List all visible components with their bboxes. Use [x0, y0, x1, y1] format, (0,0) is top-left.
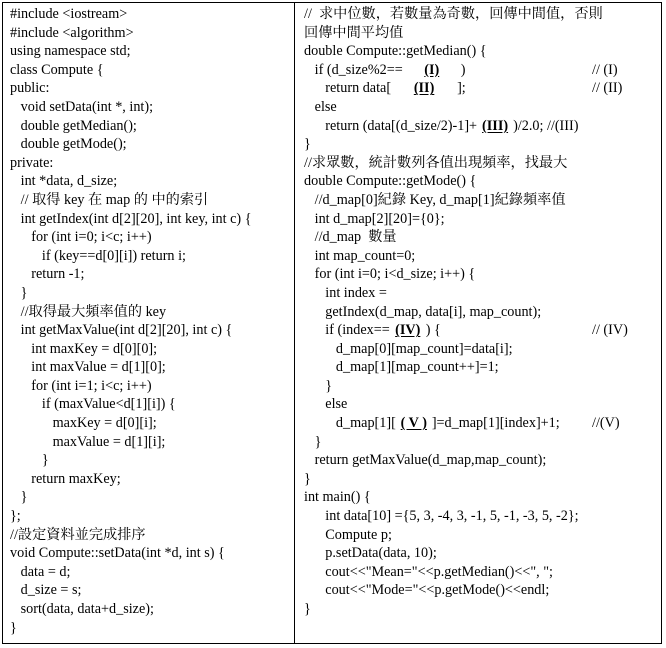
code-text: )/2.0; //(III) [513, 117, 579, 134]
code-text: ]=d_map[1][index]+1; [431, 415, 560, 432]
code-line: return getMaxValue(d_map,map_count); [304, 452, 547, 469]
blank-ii: (II) [413, 80, 435, 97]
code-line: // 求中位數，若數量為奇數，回傳中間值，否則 [304, 6, 603, 22]
code-line: else [304, 98, 337, 115]
label-i: // (I) [592, 61, 618, 78]
code-line-blank-ii [304, 79, 658, 98]
code-line: sort(data, data+d_size); [10, 601, 154, 617]
code-line: d_map[1][map_count++]=1; [304, 359, 499, 376]
code-line: int data[10] ={5, 3, -4, 3, -1, 5, -1, -3, 5, -2}; [304, 508, 579, 525]
code-line: void setData(int *, int); [10, 98, 154, 115]
code-line: double getMode(); [10, 136, 127, 153]
code-line: using namespace std; [10, 43, 131, 60]
code-line: return -1; [10, 266, 85, 283]
right-code-column [304, 5, 658, 619]
blank-iii: (III) [482, 117, 509, 134]
code-line: } [304, 601, 311, 617]
code-line: getIndex(d_map, data[i], map_count); [304, 303, 542, 320]
code-line: private: [10, 154, 54, 171]
code-line-blank-v [304, 414, 658, 433]
label-v: //(V) [592, 415, 620, 432]
code-line: //d_map[0]紀錄 Key, d_map[1]紀錄頻率值 [304, 191, 566, 208]
code-line: data = d; [10, 563, 71, 580]
code-line: } [304, 433, 322, 450]
code-line: p.setData(data, 10); [304, 545, 437, 562]
code-line: maxKey = d[0][i]; [10, 415, 157, 432]
column-divider [294, 2, 295, 644]
code-line: 回傳中間平均值 [304, 24, 404, 41]
code-line: double Compute::getMedian() { [304, 43, 487, 60]
code-line: //求眾數，統計數列各值出現頻率，找最大 [304, 154, 568, 171]
code-line: else [304, 396, 348, 413]
code-line: class Compute { [10, 61, 104, 78]
code-line: for (int i=0; i<c; i++) [10, 229, 152, 246]
code-text: d_map[1][ [304, 415, 396, 432]
code-line: for (int i=0; i<d_size; i++) { [304, 266, 476, 283]
code-line-blank-i [304, 61, 658, 80]
code-line: maxValue = d[1][i]; [10, 433, 166, 450]
code-line: d_size = s; [10, 582, 82, 599]
left-code-column [10, 5, 292, 637]
code-text: ) [460, 61, 466, 78]
code-line: int *data, d_size; [10, 173, 118, 190]
code-line: int getMaxValue(int d[2][20], int c) { [10, 322, 233, 339]
code-line: // 取得 key 在 map 的 中的索引 [10, 191, 209, 208]
code-line: //d_map 數量 [304, 229, 397, 246]
code-text: if (d_size%2== [304, 61, 403, 78]
code-line: double Compute::getMode() { [304, 173, 477, 190]
code-line: if (key==d[0][i]) return i; [10, 247, 186, 264]
code-line: } [10, 619, 17, 636]
code-line: } [304, 470, 311, 487]
code-line: } [304, 377, 333, 394]
code-text: ]; [457, 80, 466, 97]
code-line-blank-iii [304, 117, 658, 136]
code-line: //設定資料並完成排序 [10, 526, 146, 543]
code-line: int index = [304, 284, 387, 301]
code-text: if (index== [304, 322, 390, 339]
code-line: return maxKey; [10, 470, 121, 487]
code-line: int getIndex(int d[2][20], int key, int c) { [10, 210, 252, 227]
code-text: return (data[(d_size/2)-1]+ [304, 117, 478, 134]
code-line: public: [10, 80, 50, 97]
code-text: return data[ [304, 80, 392, 97]
code-line: d_map[0][map_count]=data[i]; [304, 340, 513, 357]
code-line: cout<<"Mean="<<p.getMedian()<<", "; [304, 563, 553, 580]
code-line: }; [10, 508, 21, 525]
label-ii: // (II) [592, 80, 623, 97]
code-line: for (int i=1; i<c; i++) [10, 377, 152, 394]
code-line: #include <algorithm> [10, 24, 134, 41]
code-line: int maxKey = d[0][0]; [10, 340, 158, 357]
code-text: ) { [425, 322, 441, 339]
code-line: } [10, 284, 28, 301]
code-line: } [10, 452, 49, 469]
code-line: #include <iostream> [10, 6, 128, 22]
blank-v: ( V ) [400, 415, 427, 432]
code-line: } [304, 136, 311, 153]
code-line: int main() { [304, 489, 371, 506]
blank-i: (I) [424, 61, 440, 78]
code-line: int map_count=0; [304, 247, 416, 264]
code-line: //取得最大頻率值的 key [10, 303, 167, 320]
label-iv: // (IV) [592, 322, 628, 339]
code-line: int maxValue = d[1][0]; [10, 359, 166, 376]
code-line: Compute p; [304, 526, 392, 543]
code-line: void Compute::setData(int *d, int s) { [10, 545, 225, 562]
code-line: double getMedian(); [10, 117, 137, 134]
code-line: cout<<"Mode="<<p.getMode()<<endl; [304, 582, 550, 599]
code-line-blank-iv [304, 321, 658, 340]
code-line: if (maxValue<d[1][i]) { [10, 396, 176, 413]
code-line: int d_map[2][20]={0}; [304, 210, 445, 227]
code-line: } [10, 489, 28, 506]
blank-iv: (IV) [395, 322, 421, 339]
